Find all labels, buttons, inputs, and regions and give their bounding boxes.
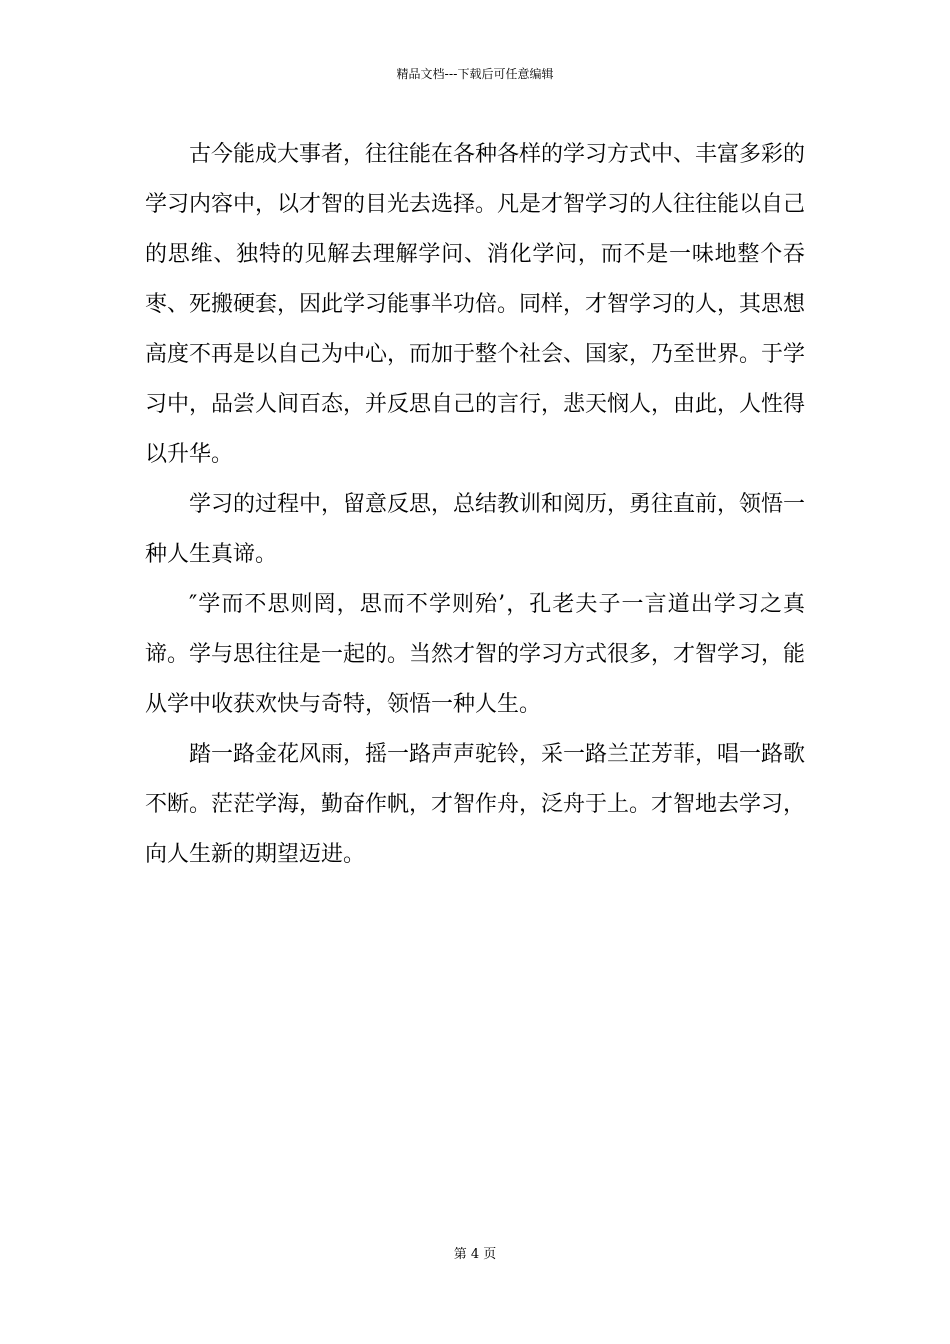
page-footer bbox=[0, 1246, 950, 1264]
document-body bbox=[145, 130, 805, 880]
page-header: 精品文档---下载后可任意编辑 bbox=[396, 67, 554, 81]
paragraph-3: ″学而不思则罔，思而不学则殆’，孔老夫子一言道出学习之真谛。学与思往往是一起的。当然才智的学习方式很多，才智学习，能从学中收获欢快与奇特，领悟一种人生。 bbox=[145, 592, 806, 717]
page-label-prefix: 第 bbox=[453, 1247, 467, 1262]
paragraph-4: 踏一路金花风雨，摇一路声声驼铃，采一路兰芷芳菲，唱一路歌不断。茫茫学海，勤奋作帆，才智作舟，泛舟于上。才智地去学习，向人生新的期望迈进。 bbox=[145, 742, 806, 867]
page-number: 4 bbox=[470, 1247, 480, 1262]
page-label-suffix: 页 bbox=[483, 1247, 497, 1262]
paragraph-2: 学习的过程中，留意反思，总结教训和阅历，勇往直前，领悟一种人生真谛。 bbox=[145, 492, 806, 567]
paragraph-1: 古今能成大事者，往往能在各种各样的学习方式中、丰富多彩的学习内容中，以才智的目光去选择。凡是才智学习的人往往能以自己的思维、独特的见解去理解学问、消化学问，而不是一味地整个吞枣、死搬硬套，因此学习能事半功倍。同样，才智学习的人，其思想高度不再是以自己为中心，而加于整个社会、国家，乃至世界。于学习中，品尝人间百态，并反思自己的言行，悲天悯人，由此，人性得以升华。 bbox=[145, 142, 806, 467]
